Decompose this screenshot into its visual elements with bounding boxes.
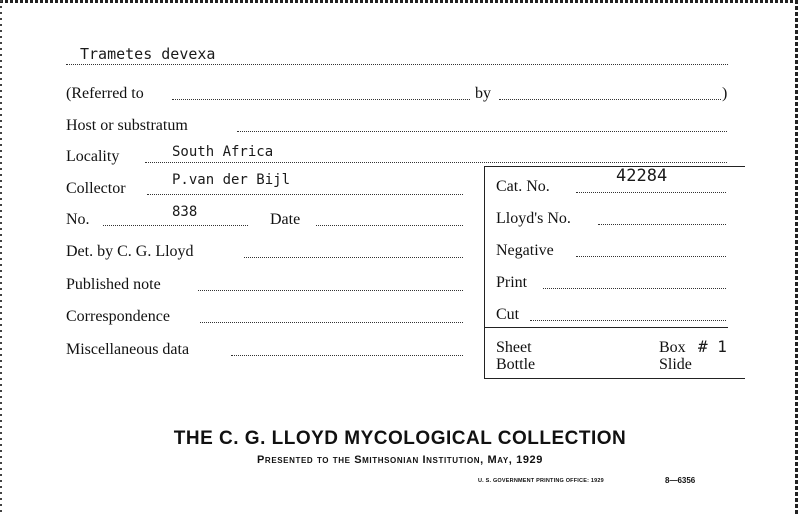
cut-label: Cut xyxy=(496,306,520,323)
referred-to-label: (Referred to xyxy=(66,85,144,102)
sheet-label: Sheet xyxy=(496,339,532,356)
by-label: by xyxy=(475,85,491,102)
bottle-label: Bottle xyxy=(496,356,536,373)
published-note-label: Published note xyxy=(66,276,161,293)
correspondence-line xyxy=(200,322,463,323)
box-label: Box xyxy=(659,339,686,356)
negative-label: Negative xyxy=(496,242,554,259)
det-label: Det. by C. G. Lloyd xyxy=(66,243,194,260)
collector-label: Collector xyxy=(66,180,126,197)
miscellaneous-label: Miscellaneous data xyxy=(66,341,190,358)
collector-line xyxy=(147,194,463,195)
date-label: Date xyxy=(270,211,301,228)
locality-value: South Africa xyxy=(172,144,274,160)
slide-label: Slide xyxy=(659,356,692,373)
date-line xyxy=(316,225,463,226)
print-line xyxy=(543,288,726,289)
referred-to-line xyxy=(172,99,470,100)
correspondence-label: Correspondence xyxy=(66,308,170,325)
close-paren: ) xyxy=(722,85,728,102)
no-line xyxy=(103,225,248,226)
collection-subtitle: Presented to the Smithsonian Institution, May, 1929 xyxy=(257,454,543,466)
collection-title: THE C. G. LLOYD MYCOLOGICAL COLLECTION xyxy=(173,428,627,449)
by-line xyxy=(499,99,721,100)
print-label: Print xyxy=(496,274,528,291)
card-top-edge xyxy=(0,0,800,3)
no-value: 838 xyxy=(172,204,198,220)
host-label: Host or substratum xyxy=(66,117,188,134)
negative-line xyxy=(576,256,726,257)
host-line xyxy=(237,131,727,132)
printing-office-note: U. S. GOVERNMENT PRINTING OFFICE: 1929 xyxy=(478,478,604,484)
cat-no-line xyxy=(576,192,726,193)
miscellaneous-line xyxy=(231,355,463,356)
no-label: No. xyxy=(66,211,90,228)
species-line xyxy=(66,64,728,65)
species-name: Trametes devexa xyxy=(80,45,216,63)
box-value: # 1 xyxy=(698,337,727,356)
catalog-box-divider xyxy=(484,327,728,328)
det-line xyxy=(244,257,463,258)
lloyds-no-label: Lloyd's No. xyxy=(496,210,571,227)
lloyds-no-line xyxy=(598,224,726,225)
form-number: 8—6356 xyxy=(665,476,696,485)
published-note-line xyxy=(198,290,463,291)
cat-no-value: 42284 xyxy=(616,166,668,186)
collector-value: P.van der Bijl xyxy=(172,172,291,188)
locality-label: Locality xyxy=(66,148,120,165)
locality-line xyxy=(145,162,727,163)
cut-line xyxy=(530,320,726,321)
cat-no-label: Cat. No. xyxy=(496,178,550,195)
